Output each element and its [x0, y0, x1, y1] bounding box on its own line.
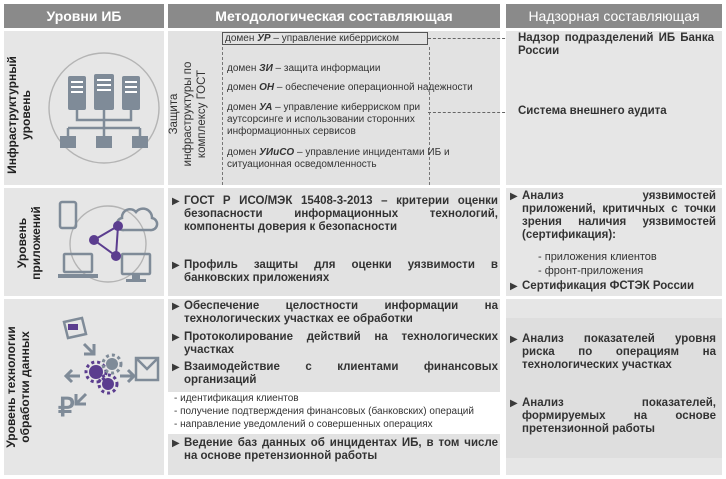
infra-level-label: Инфраструктурный уровень: [5, 56, 33, 174]
tech-item-incident-db: ▶ Ведение баз данных об инцидентах ИБ, в том числе на основе претензионной работы: [172, 437, 498, 462]
apps-item-profile: ▶ Профиль защиты для оценки уязвимости в банковских приложениях: [172, 259, 498, 284]
tech-level-label: Уровень технологии обработки данных: [4, 326, 32, 448]
tech-subitem-confirmation: - получение подтверждения финансовых (банковских) операций: [174, 406, 474, 417]
tech-item-logging: ▶ Протоколирование действий на технологических участках: [172, 331, 498, 356]
svg-text:₽: ₽: [58, 393, 75, 422]
supervision-cbr: Надзор подразделений ИБ Банка России: [518, 32, 714, 57]
connector-ur-to-supervision: [428, 38, 510, 39]
header-levels: Уровни ИБ: [4, 4, 164, 28]
domain-ua: домен УА – управление киберриском при аутсорсинге и использовании сторонних информационных сервисов: [227, 102, 421, 137]
tech-item-interaction: ▶ Взаимодействие с клиентами финансовых организаций: [172, 361, 498, 386]
network-servers-icon: [50, 44, 158, 172]
supervision-external-audit: Система внешнего аудита: [518, 105, 667, 117]
header-supervisory: Надзорная составляющая: [506, 4, 722, 28]
tech-supervision-claims: ▶ Анализ показателей, формируемых на основе претензионной работы: [510, 397, 716, 435]
data-processing-icon: [52, 314, 160, 426]
apps-supervision-sub-2: - фронт-приложения: [538, 265, 644, 277]
header-methodology: Методологическая составляющая: [168, 4, 500, 28]
tech-subitem-identification: - идентификация клиентов: [174, 393, 299, 404]
domain-zi: домен ЗИ – защита информации: [227, 63, 381, 74]
domain-uiiso: домен УИиСО – управление инцидентами ИБ и ситуационная осведомленность: [227, 147, 450, 170]
devices-network-icon: [58, 196, 158, 290]
tech-subitem-notification: - направление уведомлений о совершенных операциях: [174, 419, 433, 430]
connector-to-audit: [428, 112, 510, 113]
apps-item-gost: ▶ ГОСТ Р ИСО/МЭК 15408-3-2013 – критерии оценки безопасности информационных технологий, компоненты доверия к безопасности: [172, 195, 498, 233]
apps-supervision-analysis: ▶ Анализ уязвимостей приложений, критичных с точки зрения наличия уязвимостей (сертификация):: [510, 190, 716, 241]
apps-level-label: Уровень приложений: [15, 206, 43, 280]
tech-supervision-risk: ▶ Анализ показателей уровня риска по операциям на технологических участках: [510, 333, 716, 371]
apps-supervision-fstek: ▶ Сертификация ФСТЭК России: [510, 280, 695, 292]
domain-on: домен ОН – обеспечение операционной надежности: [227, 82, 473, 93]
tech-item-integrity: ▶ Обеспечение целостности информации на технологических участках ее обработки: [172, 300, 498, 325]
apps-supervision-sub-1: - приложения клиентов: [538, 251, 657, 263]
infra-gost-side-label: Защита инфраструктуры по комплексу ГОСТ: [168, 61, 208, 167]
domain-ur: домен УР – управление киберриском: [222, 32, 428, 45]
